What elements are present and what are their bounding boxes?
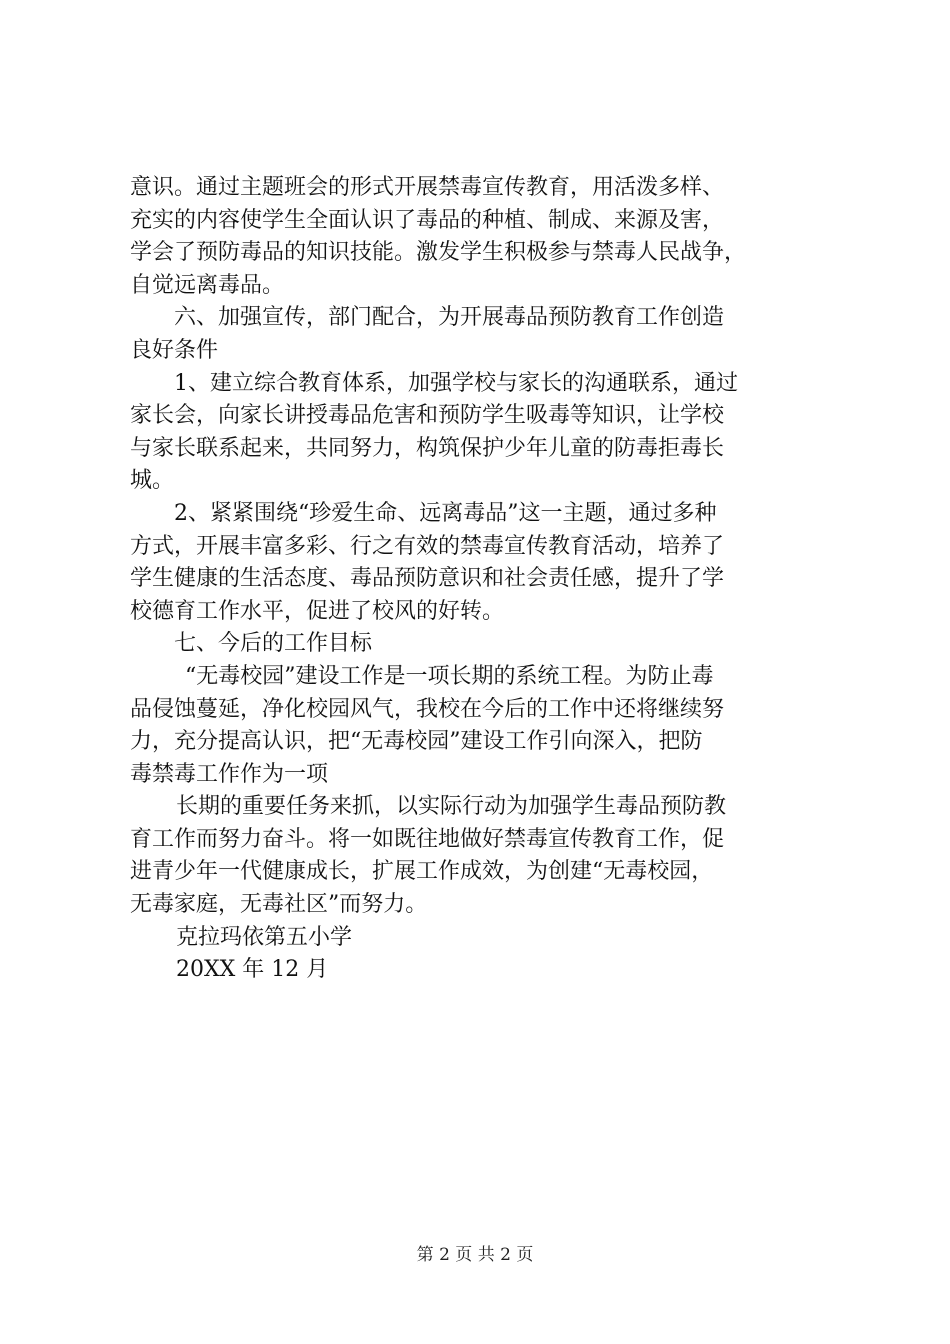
section-heading-seven: 七、今后的工作目标 xyxy=(174,631,373,657)
page-number-footer: 第 2 页 共 2 页 xyxy=(416,1245,534,1265)
text-line: 意识。通过主题班会的形式开展禁毒宣传教育，用活泼多样、 xyxy=(130,175,725,200)
text-line: 良好条件 xyxy=(130,337,219,363)
text-line: 方式，开展丰富多彩、行之有效的禁毒宣传教育活动，培养了 xyxy=(130,533,725,559)
text-line: 与家长联系起来，共同努力，构筑保护少年儿童的防毒拒毒长 xyxy=(130,435,725,461)
paragraph-start: 长期的重要任务来抓，以实际行动为加强学生毒品预防教 xyxy=(176,794,727,820)
text-line: 学生健康的生活态度、毒品预防意识和社会责任感，提升了学 xyxy=(130,566,725,592)
text-line: 学会了预防毒品的知识技能。激发学生积极参与禁毒人民战争， xyxy=(130,240,747,266)
text-line: 充实的内容使学生全面认识了毒品的种植、制成、来源及害， xyxy=(130,207,725,233)
signature-date: 20XX 年 12 月 xyxy=(176,957,329,983)
text-line: 家长会，向家长讲授毒品危害和预防学生吸毒等知识，让学校 xyxy=(130,403,725,429)
list-item-2: 2、紧紧围绕“珍爱生命、远离毒品”这一主题，通过多种 xyxy=(174,500,717,526)
section-heading-six: 六、加强宣传，部门配合，为开展毒品预防教育工作创造 xyxy=(174,305,725,331)
text-line: 自觉远离毒品。 xyxy=(130,272,285,298)
text-line: 品侵蚀蔓延，净化校园风气，我校在今后的工作中还将继续努 xyxy=(130,696,725,722)
list-item-1: 1、建立综合教育体系，加强学校与家长的沟通联系，通过 xyxy=(174,370,738,396)
signature-school: 克拉玛依第五小学 xyxy=(176,924,353,950)
text-line: 进青少年一代健康成长，扩展工作成效，为创建“无毒校园， xyxy=(130,859,714,885)
text-line: 力，充分提高认识，把“无毒校园”建设工作引向深入，把防 xyxy=(130,729,703,755)
text-line: 育工作而努力奋斗。将一如既往地做好禁毒宣传教育工作，促 xyxy=(130,826,725,852)
document-body xyxy=(130,172,850,987)
paragraph-start: “无毒校园”建设工作是一项长期的系统工程。为防止毒 xyxy=(185,663,714,689)
text-line: 城。 xyxy=(130,468,175,494)
text-line: 无毒家庭，无毒社区”而努力。 xyxy=(130,892,428,918)
text-line: 毒禁毒工作作为一项 xyxy=(130,761,329,787)
text-line: 校德育工作水平，促进了校风的好转。 xyxy=(130,598,505,624)
